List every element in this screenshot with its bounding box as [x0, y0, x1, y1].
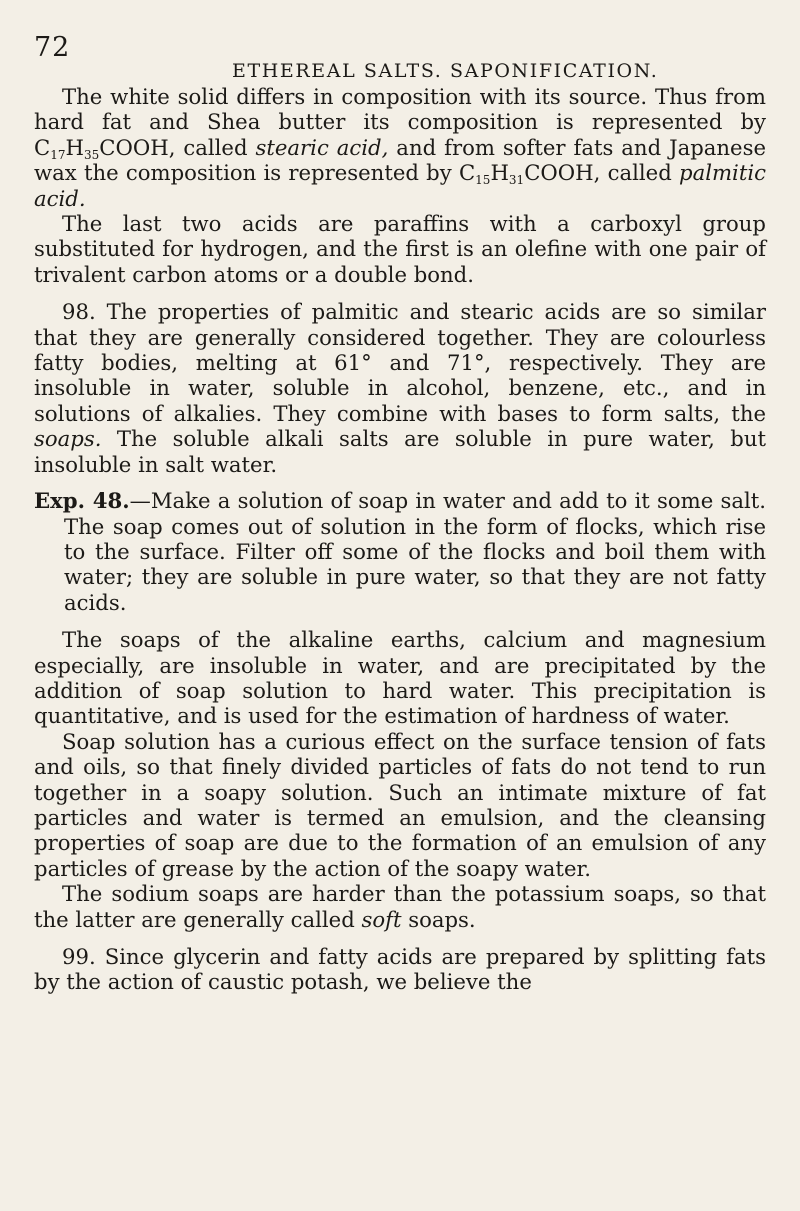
paragraph-emulsion: Soap solution has a curious effect on the surface tension of fats and oils, so that finely divided particles of fats do not tend to run together in a soapy solution. Such an intimate mixture of fat particles and water is termed an emulsion, and the cleansing properties of soap are due to the formation of an emulsion of any particles of grease by the action of the soapy water.	[34, 728, 766, 881]
running-title: ETHEREAL SALTS. SAPONIFICATION.	[232, 60, 659, 82]
italic-term-palmitic-acid: palmitic acid.	[34, 160, 766, 211]
italic-term-stearic-acid: stearic acid,	[255, 134, 389, 160]
section-number: 98.	[62, 299, 96, 325]
page-number: 72	[34, 32, 71, 63]
paragraph-alkaline-earth-soaps: The soaps of the alkaline earths, calcium and magnesium especially, are insoluble in water, and are precipitated by the addition of soap solution to hard water. This precipitation is quantitative, and is used for the estimation of hardness of water.	[34, 627, 766, 729]
text-run: Since glycerin and fatty acids are prepared by splitting fats by the action of caustic potash, we believe the	[34, 944, 766, 995]
paragraph-soft-soaps	[34, 881, 766, 932]
text-run: soaps.	[401, 906, 476, 932]
text-run: The sodium soaps are harder than the potassium soaps, so that the latter are generally called	[34, 881, 766, 932]
text-run: COOH, called	[524, 160, 679, 186]
paragraph-acid-composition	[34, 84, 766, 211]
subscript: 17	[50, 147, 66, 162]
section-number: 99.	[62, 944, 96, 969]
text-run: and from softer fats and Japanese wax the composition is represented by C	[34, 134, 766, 186]
subscript: 31	[508, 173, 525, 188]
text-run: The soluble alkali salts are soluble in pure water, but insoluble in salt water.	[34, 426, 766, 477]
section-98	[34, 299, 766, 477]
italic-term-soaps: soaps.	[34, 426, 102, 452]
subscript: 35	[83, 147, 100, 162]
experiment-text: —Make a solution of soap in water and add to it some salt. The soap comes out of solution in the form of flocks, which rise to the surface. Filter off some of the flocks and boil them with water; they are soluble in pure water, so that they are not fatty acids.	[64, 488, 766, 615]
text-run: The properties of palmitic and stearic acids are so similar that they are generally considered together. They are colourless fatty bodies, melting at 61° and 71°, respectively. They are insoluble in water, soluble in alcohol, benzene, etc., and in solutions of alkalies. They combine with bases to form salts, the	[34, 299, 766, 426]
paragraph-paraffins: The last two acids are paraffins with a carboxyl group substituted for hydrogen, and the first is an olefine with one pair of trivalent carbon atoms or a double bond.	[34, 211, 766, 287]
text-run: The white solid differs in composition with its source. Thus from hard fat and Shea butter its composition is represented by C	[34, 84, 766, 160]
text-run: H	[490, 160, 509, 186]
experiment-label: Exp. 48.	[34, 488, 130, 514]
body-text	[34, 84, 766, 995]
text-run: H	[65, 134, 84, 160]
text-run: COOH, called	[99, 134, 256, 160]
section-99	[34, 944, 766, 995]
running-head	[34, 32, 766, 84]
subscript: 15	[475, 173, 491, 188]
experiment-48	[34, 488, 766, 615]
italic-term-soft: soft	[361, 906, 402, 932]
